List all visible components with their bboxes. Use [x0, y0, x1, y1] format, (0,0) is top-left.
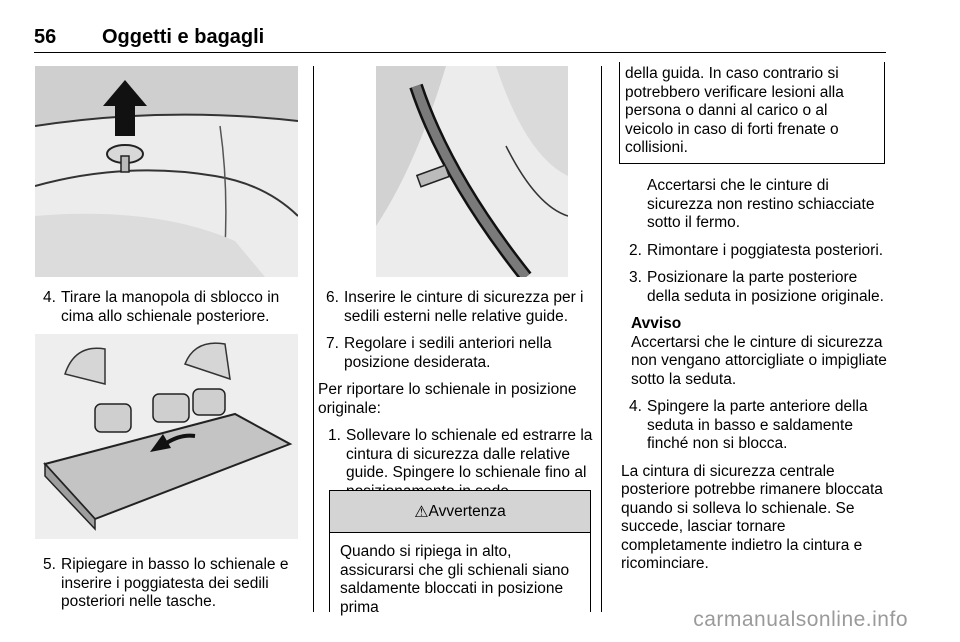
- step-text: Rimontare i poggiatesta posteriori.: [647, 241, 884, 259]
- step-number: 4.: [629, 398, 642, 415]
- step-text: Inserire le cinture di sicurezza per i sedili esterni nelle relative guide.: [344, 289, 584, 325]
- step-4-item: [35, 289, 300, 326]
- watermark: carmanualsonline.info: [693, 608, 908, 631]
- column-divider-left: [313, 66, 314, 612]
- belt-note: Accertarsi che le cinture di sicurezza non restino schiacciate sotto il fermo.: [647, 177, 875, 231]
- step-text: Posizionare la parte posteriore della seduta in posizione originale.: [647, 269, 884, 305]
- column-1-step4: [35, 289, 300, 335]
- illustration-seatbelt-guide: [376, 66, 568, 277]
- step-text: Sollevare lo schienale ed estrarre la cintura di sicurezza dalle relative guide. Spingere lo schienale fino al: [346, 427, 593, 481]
- column-1-step5: [35, 556, 300, 621]
- restore-intro: Per riportare lo schienale in posizione originale:: [318, 381, 577, 417]
- step-text: Tirare la manopola di sblocco in cima allo schienale posteriore.: [61, 289, 280, 325]
- warning-text-continued: della guida. In caso contrario si potrebbero verificare lesioni alla persona o danni al carico o al veicolo in caso di forti frenate o collisioni.: [625, 65, 844, 156]
- column-2-text: [318, 289, 593, 510]
- step-number: 6.: [326, 289, 339, 306]
- warning-box-continued: [619, 62, 885, 164]
- restore-step-2-item: [621, 242, 888, 261]
- step-number: 7.: [326, 335, 339, 352]
- step-number: 4.: [43, 289, 56, 306]
- step-text: Ripiegare in basso lo schienale e inserire i poggiatesta dei sedili posteriori nelle tasche.: [61, 556, 289, 610]
- step-5-item: [35, 556, 300, 612]
- step-number: 5.: [43, 556, 56, 573]
- step-number: 2.: [629, 241, 642, 259]
- warning-header: [330, 491, 590, 533]
- illustration-fold-backrest: [35, 334, 298, 539]
- illustration-headrest-release: [35, 66, 298, 277]
- page-number: 56: [34, 26, 57, 48]
- column-3-text: [621, 177, 888, 583]
- warning-text: Quando si ripiega in alto, assicurarsi che gli schienali siano saldamente bloccati in posizione prima: [340, 543, 570, 616]
- step-number: 3.: [629, 269, 642, 286]
- restore-step-4-item: [621, 398, 888, 454]
- notice-text: Accertarsi che le cinture di sicurezza non vengano attorcigliate o impigliate sotto la seduta.: [631, 333, 887, 388]
- restore-step-3-item: [621, 269, 888, 306]
- column-divider-right: [601, 66, 602, 612]
- notice-block: [621, 315, 888, 389]
- warning-title: Avvertenza: [428, 502, 506, 520]
- closing-paragraph: La cintura di sicurezza centrale posteriore potrebbe rimanere bloccata quando si solleva lo schienale. Se succede, lasciar tornare completamente indietro la cintura e ricominciare.: [621, 462, 883, 572]
- step-text: Spingere la parte anteriore della seduta in basso e saldamente finché non si blocca.: [647, 398, 868, 452]
- step-7-item: [318, 335, 593, 372]
- page-header: [34, 26, 886, 52]
- step-6-item: [318, 289, 593, 326]
- step-number: 1.: [328, 427, 341, 444]
- notice-title: Avviso: [631, 315, 682, 332]
- step-text: Regolare i sedili anteriori nella posizione desiderata.: [344, 335, 552, 371]
- header-rule: [34, 52, 886, 53]
- page-title: Oggetti e bagagli: [102, 26, 265, 48]
- warning-icon: ⚠: [414, 502, 429, 521]
- warning-box: [329, 490, 591, 616]
